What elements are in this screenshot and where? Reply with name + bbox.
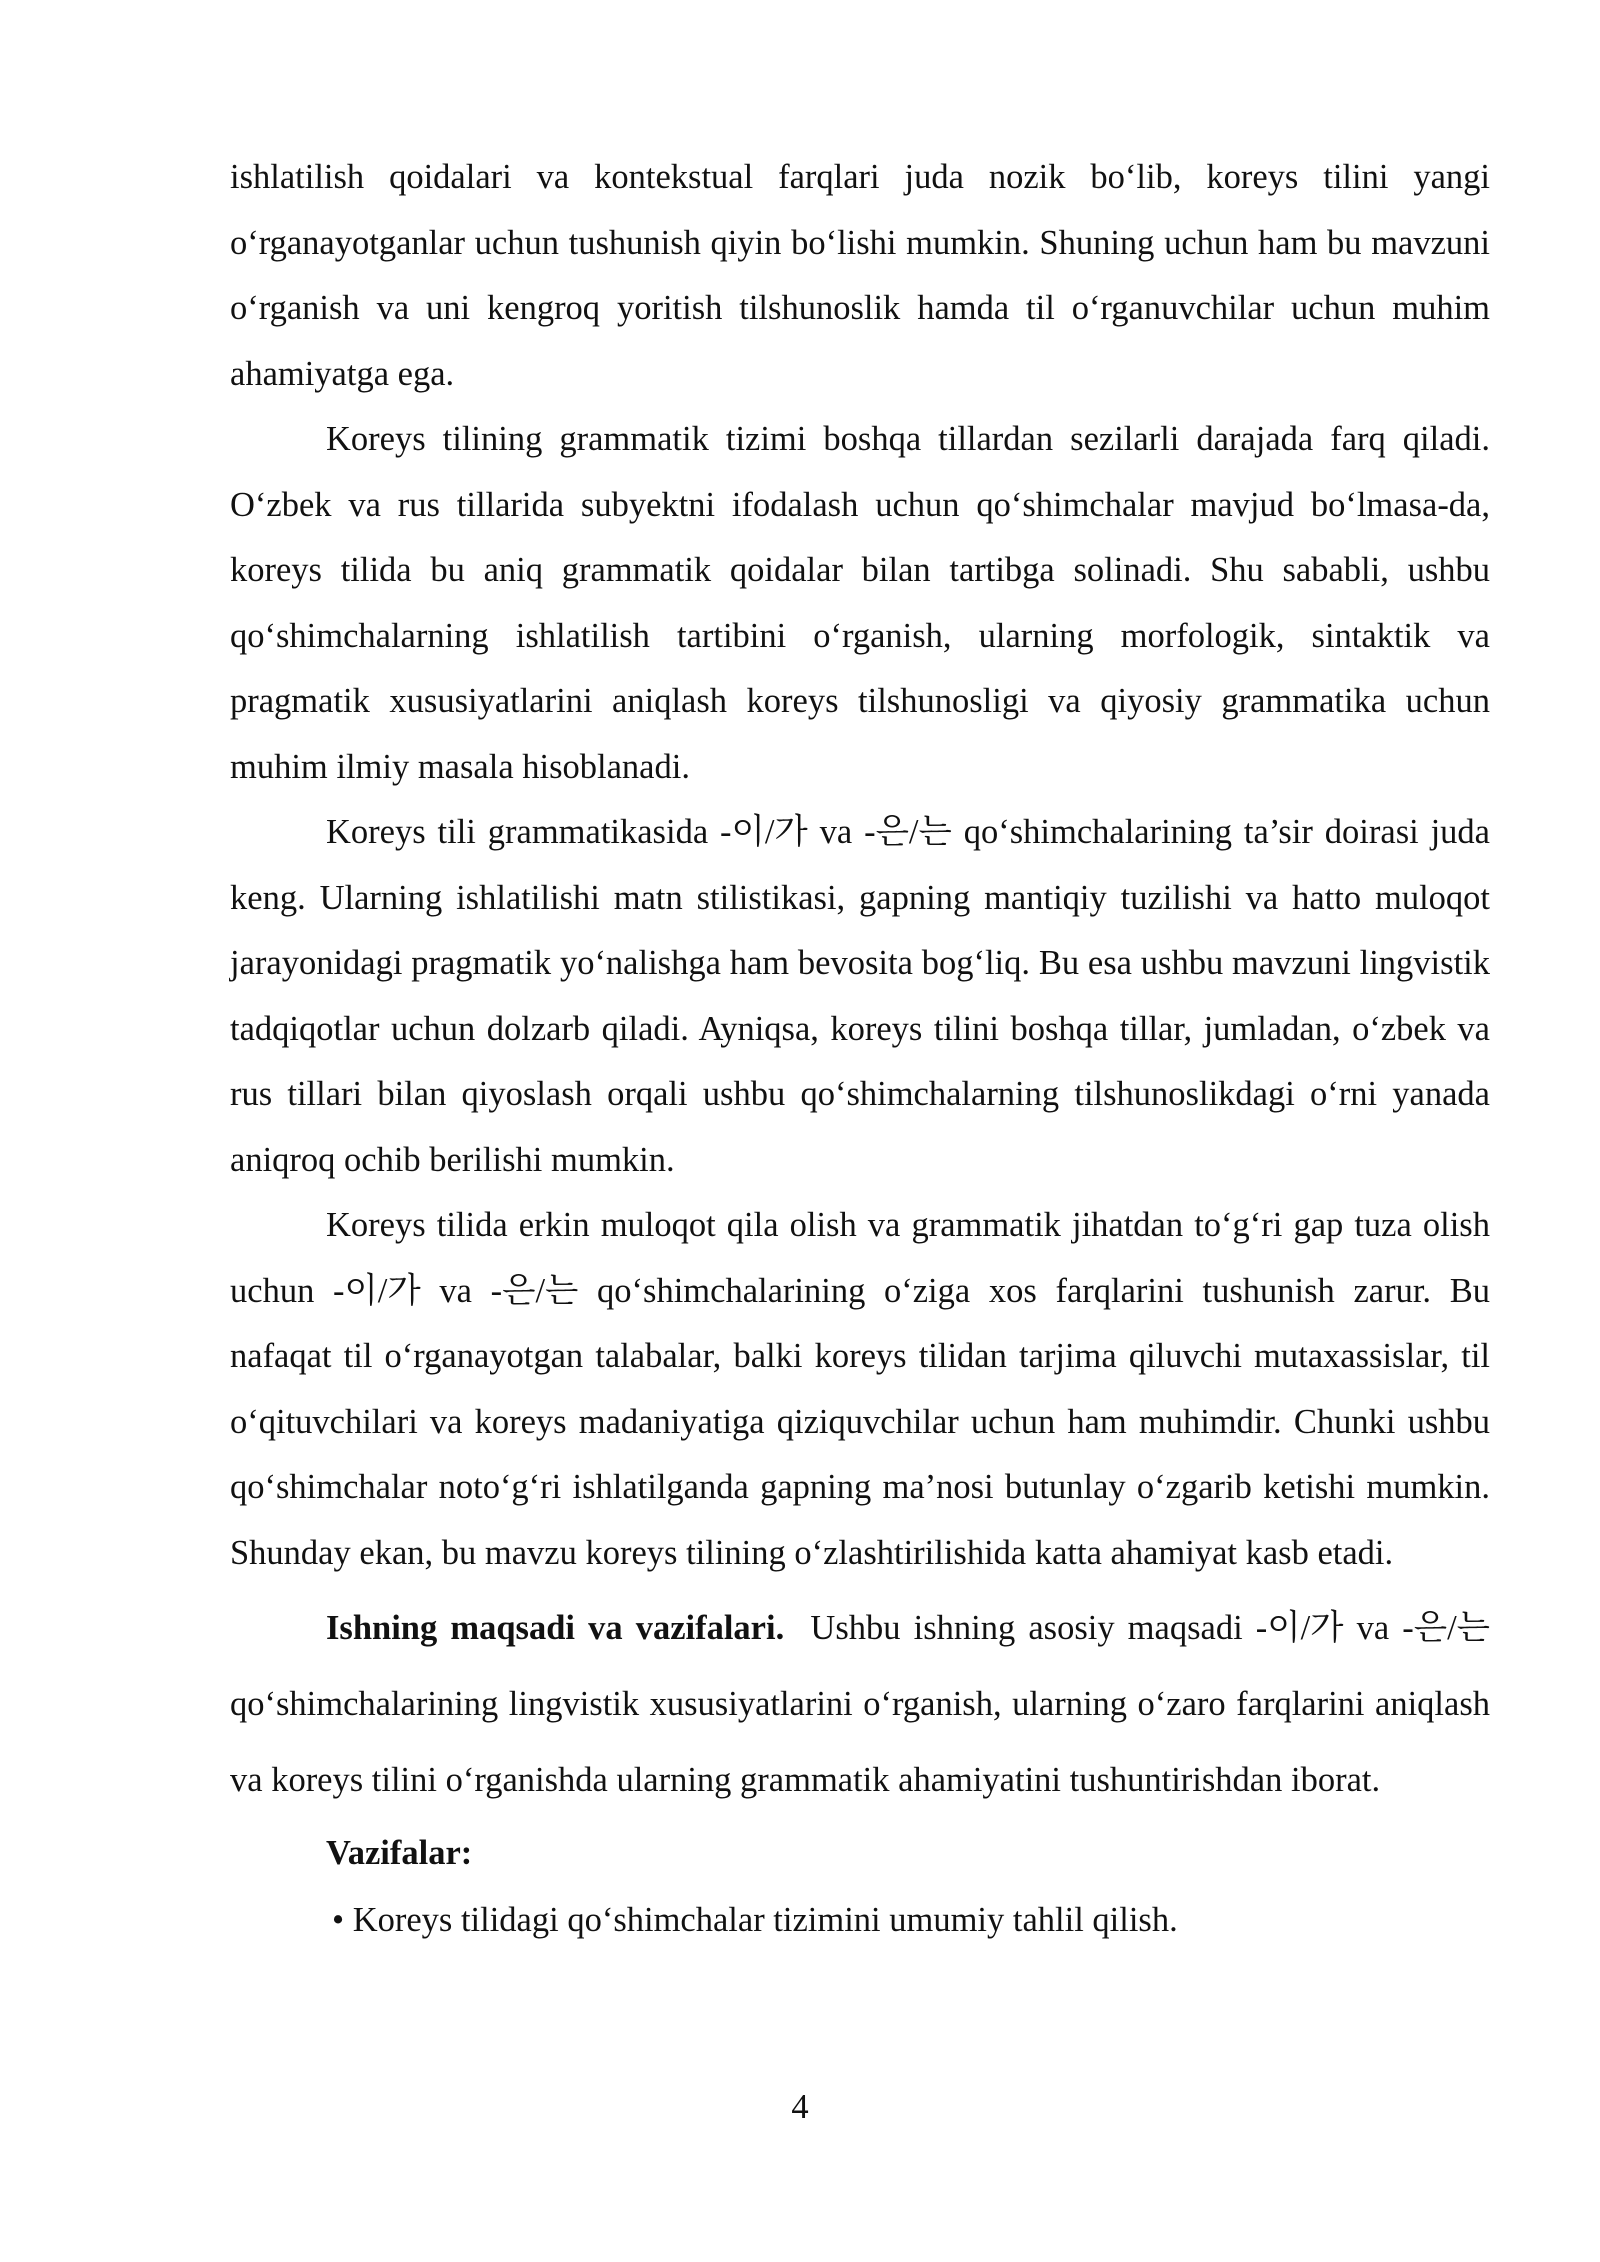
goal-label: Ishning maqsadi va vazifalari. bbox=[326, 1609, 785, 1647]
tasks-heading: Vazifalar: bbox=[326, 1834, 473, 1872]
goal-text: Ushbu ishning asosiy maqsadi -이/가 va -은/는 qoʻshimchalarining lingvistik xususiyatlarini oʻrganish, ularning oʻzaro farqlarini aniqlash va koreys tilini oʻrganishda ularning grammatik ahamiyatini tushuntirishdan iborat. bbox=[230, 1609, 1490, 1799]
page-body bbox=[230, 145, 1490, 1953]
page-number: 4 bbox=[791, 2088, 809, 2126]
goal-paragraph bbox=[230, 1590, 1490, 1818]
task-item: • Koreys tilidagi qo‘shimchalar tizimini umumiy tahlil qilish. bbox=[332, 1901, 1178, 1939]
paragraph-2: Koreys tilining grammatik tizimi boshqa tillardan sezilarli darajada farq qiladi. O‘zbek va rus tillarida subyektni ifodalash uchun qo‘shimchalar mavjud bo‘lmasa-da, koreys tilida bu aniq grammatik qoidalar bilan tartibga solinadi. Shu sababli, ushbu qo‘shimchalarning ishlatilish tartibini o‘rganish, ularning morfologik, sintaktik va pragmatik xususiyatlarini aniqlash koreys tilshunosligi va qiyosiy grammatika uchun muhim ilmiy masala hisoblanadi. bbox=[230, 420, 1490, 786]
paragraph-1: ishlatilish qoidalari va kontekstual farqlari juda nozik bo‘lib, koreys tilini yangi o‘rganayotganlar uchun tushunish qiyin bo‘lishi mumkin. Shuning uchun ham bu mavzuni o‘rganish va uni kengroq yoritish tilshunoslik hamda til o‘rganuvchilar uchun muhim ahamiyatga ega. bbox=[230, 158, 1490, 393]
paragraph-4: Koreys tilida erkin muloqot qila olish va grammatik jihatdan to‘g‘ri gap tuza olish uchun -이/가 va -은/는 qo‘shimchalarining o‘ziga xos farqlarini tushunish zarur. Bu nafaqat til o‘rganayotgan talabalar, balki koreys tilidan tarjima qiluvchi mutaxassislar, til o‘qituvchilari va koreys madaniyatiga qiziquvchilar uchun ham muhimdir. Chunki ushbu qo‘shimchalar noto‘g‘ri ishlatilganda gapning ma’nosi butunlay o‘zgarib ketishi mumkin. Shunday ekan, bu mavzu koreys tilining o‘zlashtirilishida katta ahamiyat kasb etadi. bbox=[230, 1206, 1490, 1572]
tasks-list bbox=[230, 1888, 1490, 1953]
paragraph-3: Koreys tili grammatikasida -이/가 va -은/는 qo‘shimchalarining ta’sir doirasi juda keng. Ularning ishlatilishi matn stilistikasi, gapning mantiqiy tuzilishi va hatto muloqot jarayonidagi pragmatik yo‘nalishga ham bevosita bog‘liq. Bu esa ushbu mavzuni lingvistik tadqiqotlar uchun dolzarb qiladi. Ayniqsa, koreys tilini boshqa tillar, jumladan, o‘zbek va rus tillari bilan qiyoslash orqali ushbu qo‘shimchalarning tilshunoslikdagi o‘rni yanada aniqroq ochib berilishi mumkin. bbox=[230, 813, 1490, 1179]
